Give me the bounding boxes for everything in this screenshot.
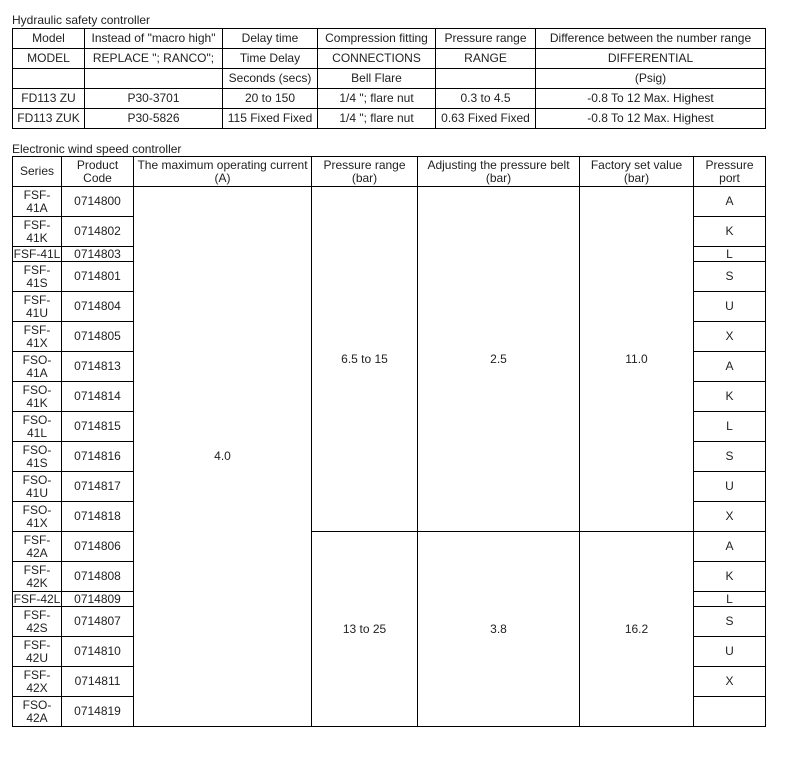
table-row bbox=[13, 187, 766, 217]
header-cell: Time Delay bbox=[223, 49, 318, 69]
series-cell bbox=[13, 442, 62, 472]
series-cell bbox=[13, 637, 62, 667]
header-line: Factory set value bbox=[590, 157, 683, 172]
header-cell: Pressure range bbox=[436, 29, 536, 49]
table-cell: -0.8 To 12 Max. Highest bbox=[536, 109, 766, 129]
series-line: FSO- bbox=[22, 502, 52, 517]
header-cell: MODEL bbox=[13, 49, 85, 69]
series-line: FSF-42L bbox=[13, 591, 61, 606]
header-line: Code bbox=[83, 170, 112, 185]
factory-set-cell: 16.2 bbox=[580, 532, 694, 727]
pressure-port-cell: L bbox=[694, 247, 766, 262]
wind-speed-table bbox=[12, 156, 766, 727]
series-cell bbox=[13, 247, 62, 262]
series-line: 41U bbox=[25, 305, 48, 320]
pressure-port-cell: X bbox=[694, 667, 766, 697]
pressure-port-cell: S bbox=[694, 262, 766, 292]
pressure-port-cell: K bbox=[694, 217, 766, 247]
series-cell bbox=[13, 352, 62, 382]
series-cell bbox=[13, 697, 62, 727]
header-cell: DIFFERENTIAL bbox=[536, 49, 766, 69]
header-cell: (Psig) bbox=[536, 69, 766, 89]
product-code-cell: 0714818 bbox=[62, 502, 134, 532]
wind-section-title: Electronic wind speed controller bbox=[12, 142, 182, 156]
series-line: FSF- bbox=[23, 607, 51, 622]
factory-set-cell: 11.0 bbox=[580, 187, 694, 532]
series-cell bbox=[13, 262, 62, 292]
pressure-port-cell: A bbox=[694, 352, 766, 382]
product-code-cell: 0714815 bbox=[62, 412, 134, 442]
series-line: FSF- bbox=[23, 322, 51, 337]
series-line: FSF- bbox=[23, 187, 51, 202]
series-line: FSF- bbox=[23, 667, 51, 682]
header-cell bbox=[580, 157, 694, 187]
product-code-cell: 0714803 bbox=[62, 247, 134, 262]
header-line: port bbox=[719, 170, 740, 185]
series-line: 42U bbox=[25, 650, 48, 665]
series-line: FSF- bbox=[23, 637, 51, 652]
series-line: 41A bbox=[26, 200, 48, 215]
series-line: 41A bbox=[26, 365, 48, 380]
pressure-port-cell: A bbox=[694, 532, 766, 562]
series-cell bbox=[13, 532, 62, 562]
series-line: 42K bbox=[26, 575, 48, 590]
series-line: FSF- bbox=[23, 217, 51, 232]
pressure-port-cell: X bbox=[694, 502, 766, 532]
table-cell: 1/4 "; flare nut bbox=[318, 109, 436, 129]
pressure-belt-cell: 3.8 bbox=[418, 532, 580, 727]
series-line: FSO- bbox=[22, 472, 52, 487]
series-cell bbox=[13, 322, 62, 352]
pressure-range-cell: 6.5 to 15 bbox=[312, 187, 418, 532]
header-cell bbox=[436, 69, 536, 89]
header-cell: Bell Flare bbox=[318, 69, 436, 89]
product-code-cell: 0714804 bbox=[62, 292, 134, 322]
table-cell: FD113 ZU bbox=[13, 89, 85, 109]
series-line: FSO- bbox=[22, 352, 52, 367]
pressure-port-cell: U bbox=[694, 292, 766, 322]
product-code-cell: 0714817 bbox=[62, 472, 134, 502]
product-code-cell: 0714801 bbox=[62, 262, 134, 292]
series-line: FSF- bbox=[23, 562, 51, 577]
table-cell: FD113 ZUK bbox=[13, 109, 85, 129]
series-line: FSF- bbox=[23, 292, 51, 307]
header-line: (bar) bbox=[485, 170, 512, 185]
wind-header-row bbox=[13, 157, 766, 187]
header-cell bbox=[312, 157, 418, 187]
header-cell bbox=[13, 69, 85, 89]
series-line: 42X bbox=[26, 680, 48, 695]
table-cell: 0.63 Fixed Fixed bbox=[436, 109, 536, 129]
header-cell bbox=[694, 157, 766, 187]
series-cell bbox=[13, 217, 62, 247]
series-cell bbox=[13, 292, 62, 322]
header-line: Adjusting the pressure belt bbox=[427, 157, 570, 172]
product-code-cell: 0714814 bbox=[62, 382, 134, 412]
pressure-port-cell: S bbox=[694, 442, 766, 472]
pressure-port-cell: K bbox=[694, 382, 766, 412]
header-cell bbox=[134, 157, 312, 187]
series-line: 41U bbox=[25, 485, 48, 500]
table-cell: 115 Fixed Fixed bbox=[223, 109, 318, 129]
hydraulic-header-row bbox=[13, 49, 766, 69]
header-cell bbox=[85, 69, 223, 89]
pressure-belt-cell: 2.5 bbox=[418, 187, 580, 532]
product-code-cell: 0714810 bbox=[62, 637, 134, 667]
series-cell bbox=[13, 412, 62, 442]
header-line: The maximum operating current bbox=[137, 157, 308, 172]
table-cell: 1/4 "; flare nut bbox=[318, 89, 436, 109]
pressure-port-cell: S bbox=[694, 607, 766, 637]
series-line: 41X bbox=[26, 335, 48, 350]
header-cell: Delay time bbox=[223, 29, 318, 49]
series-line: FSO- bbox=[22, 412, 52, 427]
table-row bbox=[13, 109, 766, 129]
table-cell: P30-5826 bbox=[85, 109, 223, 129]
series-cell bbox=[13, 562, 62, 592]
pressure-port-cell: U bbox=[694, 472, 766, 502]
product-code-cell: 0714811 bbox=[62, 667, 134, 697]
series-line: 41K bbox=[26, 395, 48, 410]
series-cell bbox=[13, 607, 62, 637]
series-line: FSO- bbox=[22, 442, 52, 457]
series-line: FSO- bbox=[22, 697, 52, 712]
table-cell: P30-3701 bbox=[85, 89, 223, 109]
header-cell: Compression fitting bbox=[318, 29, 436, 49]
pressure-port-cell: L bbox=[694, 412, 766, 442]
series-cell bbox=[13, 592, 62, 607]
series-line: FSF- bbox=[23, 532, 51, 547]
hydraulic-section-title: Hydraulic safety controller bbox=[12, 13, 151, 27]
product-code-cell: 0714802 bbox=[62, 217, 134, 247]
product-code-cell: 0714806 bbox=[62, 532, 134, 562]
table-cell: 0.3 to 4.5 bbox=[436, 89, 536, 109]
max-current-cell: 4.0 bbox=[134, 187, 312, 727]
header-cell bbox=[418, 157, 580, 187]
pressure-port-cell: U bbox=[694, 637, 766, 667]
series-cell bbox=[13, 187, 62, 217]
series-line: 41S bbox=[26, 275, 48, 290]
header-cell: Seconds (secs) bbox=[223, 69, 318, 89]
pressure-port-cell: K bbox=[694, 562, 766, 592]
table-row bbox=[13, 89, 766, 109]
table-cell: -0.8 To 12 Max. Highest bbox=[536, 89, 766, 109]
product-code-cell: 0714813 bbox=[62, 352, 134, 382]
header-cell: REPLACE "; RANCO"; bbox=[85, 49, 223, 69]
header-cell: Difference between the number range bbox=[536, 29, 766, 49]
hydraulic-header-row bbox=[13, 29, 766, 49]
series-line: FSO- bbox=[22, 382, 52, 397]
series-line: 42S bbox=[26, 620, 48, 635]
header-line: Pressure bbox=[705, 157, 754, 172]
product-code-cell: 0714807 bbox=[62, 607, 134, 637]
series-cell bbox=[13, 472, 62, 502]
header-line: (bar) bbox=[623, 170, 650, 185]
header-line: Series bbox=[19, 164, 54, 178]
product-code-cell: 0714805 bbox=[62, 322, 134, 352]
header-cell: Model bbox=[13, 29, 85, 49]
hydraulic-table bbox=[12, 28, 766, 129]
header-cell bbox=[13, 157, 62, 187]
header-cell: RANGE bbox=[436, 49, 536, 69]
product-code-cell: 0714816 bbox=[62, 442, 134, 472]
pressure-port-cell: X bbox=[694, 322, 766, 352]
pressure-port-cell: A bbox=[694, 187, 766, 217]
product-code-cell: 0714819 bbox=[62, 697, 134, 727]
header-line: Pressure range bbox=[323, 157, 406, 172]
series-line: 41K bbox=[26, 230, 48, 245]
header-cell bbox=[62, 157, 134, 187]
pressure-port-cell bbox=[694, 697, 766, 727]
series-cell bbox=[13, 667, 62, 697]
header-line: (bar) bbox=[351, 170, 378, 185]
table-cell: 20 to 150 bbox=[223, 89, 318, 109]
product-code-cell: 0714800 bbox=[62, 187, 134, 217]
series-line: 41S bbox=[26, 455, 48, 470]
pressure-port-cell: L bbox=[694, 592, 766, 607]
hydraulic-header-row bbox=[13, 69, 766, 89]
series-cell bbox=[13, 502, 62, 532]
series-line: FSF- bbox=[23, 262, 51, 277]
series-line: 42A bbox=[26, 545, 48, 560]
table-row bbox=[13, 532, 766, 562]
series-line: 41X bbox=[26, 515, 48, 530]
header-cell: CONNECTIONS bbox=[318, 49, 436, 69]
header-line: Product bbox=[76, 157, 119, 172]
series-line: 42A bbox=[26, 710, 48, 725]
product-code-cell: 0714809 bbox=[62, 592, 134, 607]
header-cell: Instead of "macro high" bbox=[85, 29, 223, 49]
product-code-cell: 0714808 bbox=[62, 562, 134, 592]
pressure-range-cell: 13 to 25 bbox=[312, 532, 418, 727]
series-line: 41L bbox=[26, 425, 48, 440]
header-line: (A) bbox=[214, 170, 231, 185]
series-line: FSF-41L bbox=[13, 246, 61, 261]
series-cell bbox=[13, 382, 62, 412]
